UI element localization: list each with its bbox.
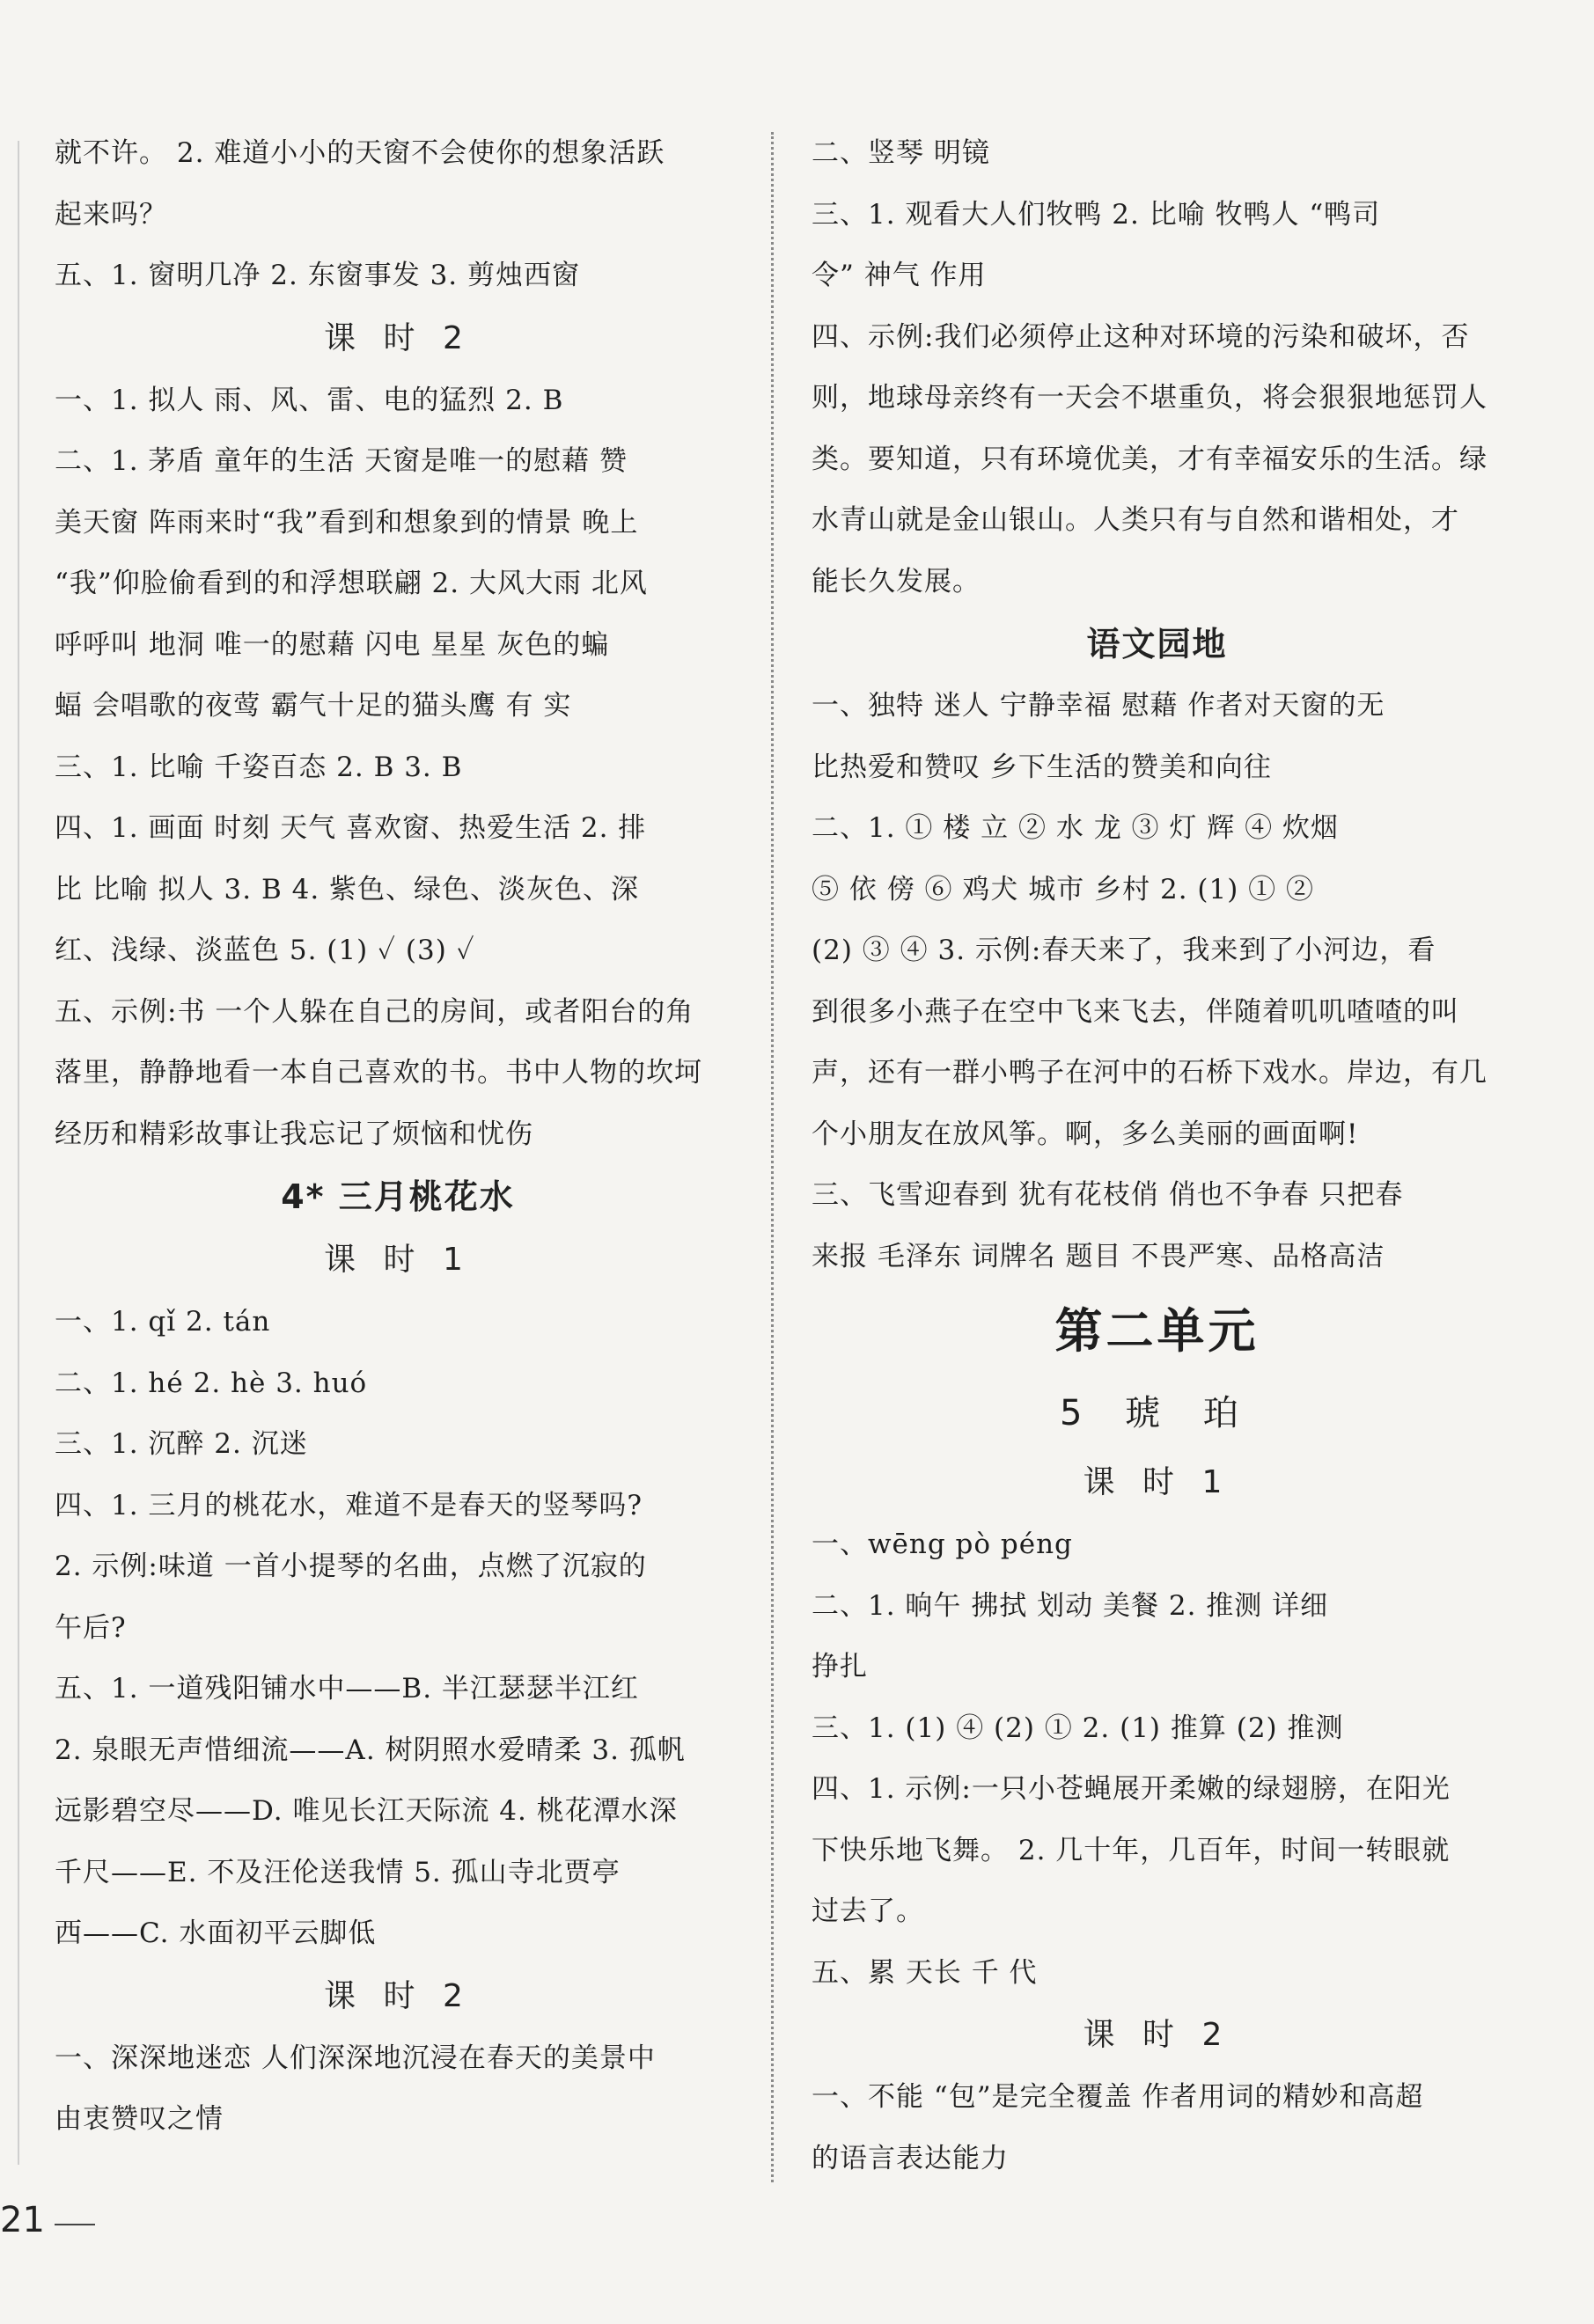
answer-line: 令” 神气 作用 [812,260,987,291]
answer-line: 五、示例:书 一个人躲在自己的房间，或者阳台的角 [55,995,694,1028]
answer-line: 蝠 会唱歌的夜莺 霸气十足的猫头鹰 有 实 [55,690,572,722]
answer-line: 2. 泉眼无声惜细流——A. 树阴照水爱晴柔 3. 孤帆 [55,1734,686,1766]
answer-line: 三、1. 比喻 千姿百态 2. B 3. B [55,751,463,783]
answer-line: 一、1. qǐ 2. tán [55,1306,271,1338]
answer-line: 就不许。 2. 难道小小的天窗不会使你的想象活跃 [55,137,665,169]
answer-line: 2. 示例:味道 一首小提琴的名曲，点燃了沉寂的 [55,1551,647,1582]
answer-line: 能长久发展。 [812,565,981,597]
answer-line: 五、1. 一道残阳铺水中——B. 半江瑟瑟半江红 [55,1673,639,1705]
answer-line: 过去了。 [812,1895,924,1927]
answer-line: 二、1. 茅盾 童年的生活 天窗是唯一的慰藉 赞 [55,445,628,477]
page-number: 21 [0,2200,45,2240]
answer-line: 一、1. 拟人 雨、风、雷、电的猛烈 2. B [55,384,564,416]
answer-line: 三、1. 观看大人们牧鸭 2. 比喻 牧鸭人 “鸭司 [812,198,1381,231]
section-heading: 课 时 2 [324,319,472,356]
answer-line: 四、1. 三月的桃花水，难道不是春天的竖琴吗? [55,1489,643,1521]
answer-line: 美天窗 阵雨来时“我”看到和想象到的情景 晚上 [55,506,639,539]
answer-line: 四、1. 示例:一只小苍蝇展开柔嫩的绿翅膀，在阳光 [812,1773,1451,1805]
answer-line: 西——C. 水面初平云脚低 [55,1917,377,1949]
answer-line: 来报 毛泽东 词牌名 题目 不畏严寒、品格高洁 [812,1240,1385,1272]
answer-line: 四、1. 画面 时刻 天气 喜欢窗、热爱生活 2. 排 [55,812,647,844]
answer-line: 挣扎 [812,1651,868,1683]
section-heading: 课 时 2 [1083,2017,1231,2053]
unit-title: 第二单元 [1054,1303,1260,1359]
answer-line: 起来吗？ [55,198,167,231]
answer-line: 由衷赞叹之情 [55,2103,224,2135]
answer-line: 二、竖琴 明镜 [812,137,990,169]
left-column [55,123,741,2151]
answer-line: 一、深深地迷恋 人们深深地沉浸在春天的美景中 [55,2042,656,2074]
answer-line: 二、1. 晌午 拂拭 划动 美餐 2. 推测 详细 [812,1589,1329,1622]
answer-line: 比 比喻 拟人 3. B 4. 紫色、绿色、淡灰色、深 [55,873,640,905]
answer-line: 声，还有一群小鸭子在河中的石桥下戏水。岸边，有几 [812,1057,1487,1089]
answer-line: 远影碧空尽——D. 唯见长江天际流 4. 桃花潭水深 [55,1795,678,1827]
answer-line: 一、不能 “包”是完全覆盖 作者用词的精妙和高超 [812,2081,1424,2113]
answer-line: 三、1. 沉醉 2. 沉迷 [55,1428,308,1460]
section-heading: 课 时 2 [324,1977,472,2014]
binding-edge-line [18,141,19,2165]
answer-line: 一、wēng pò péng [812,1529,1073,1560]
answer-line: 比热爱和赞叹 乡下生活的赞美和向往 [812,751,1272,783]
answer-line: 类。要知道，只有环境优美，才有幸福安乐的生活。绿 [812,443,1487,475]
answer-line: ⑤ 依 傍 ⑥ 鸡犬 城市 乡村 2. (1) ① ② [812,873,1315,905]
right-column [812,123,1502,2189]
answer-line: 呼呼叫 地洞 唯一的慰藉 闪电 星星 灰色的蝙 [55,628,610,661]
answer-line: 二、1. hé 2. hè 3. huó [55,1367,368,1399]
answer-line: 水青山就是金山银山。人类只有与自然和谐相处，才 [812,504,1459,536]
answer-line: 红、浅绿、淡蓝色 5. (1) ✓ (3) ✓ [55,935,475,966]
answer-line: (2) ③ ④ 3. 示例:春天来了，我来到了小河边，看 [812,935,1436,966]
answer-line: 则，地球母亲终有一天会不堪重负，将会狠狠地惩罚人 [812,382,1487,414]
answer-line: “我”仰脸偷看到的和浮想联翩 2. 大风大雨 北风 [55,568,648,599]
answer-line: 四、示例:我们必须停止这种对环境的污染和破坏，否 [812,320,1470,353]
answer-line: 的语言表达能力 [812,2142,1009,2174]
answer-line: 个小朋友在放风筝。啊，多么美丽的画面啊! [812,1118,1359,1150]
lesson-title: 5 琥 珀 [1060,1393,1254,1433]
answer-line: 五、1. 窗明几净 2. 东窗事发 3. 剪烛西窗 [55,260,580,291]
section-heading: 课 时 1 [1083,1464,1231,1500]
section-heading: 课 时 1 [324,1242,472,1278]
answer-line: 千尺——E. 不及汪伦送我情 5. 孤山寺北贾亭 [55,1856,621,1888]
answer-line: 一、独特 迷人 宁静幸福 慰藉 作者对天窗的无 [812,690,1385,722]
lesson-title: 语文园地 [1086,625,1228,663]
lesson-title: 4* 三月桃花水 [281,1177,515,1216]
answer-line: 午后? [55,1611,127,1644]
answer-line: 三、飞雪迎春到 犹有花枝俏 俏也不争春 只把春 [812,1179,1404,1211]
answer-line: 经历和精彩故事让我忘记了烦恼和忧伤 [55,1118,533,1150]
column-divider [771,132,774,2182]
answer-line: 落里，静静地看一本自己喜欢的书。书中人物的坎坷 [55,1057,702,1089]
answer-line: 下快乐地飞舞。 2. 几十年，几百年，时间一转眼就 [812,1834,1451,1866]
page-number-rule [55,2224,95,2225]
answer-line: 五、累 天长 千 代 [812,1956,1038,1989]
answer-line: 三、1. (1) ④ (2) ① 2. (1) 推算 (2) 推测 [812,1712,1344,1744]
answer-line: 二、1. ① 楼 立 ② 水 龙 ③ 灯 辉 ④ 炊烟 [812,812,1339,844]
answer-line: 到很多小燕子在空中飞来飞去，伴随着叽叽喳喳的叫 [812,995,1459,1028]
